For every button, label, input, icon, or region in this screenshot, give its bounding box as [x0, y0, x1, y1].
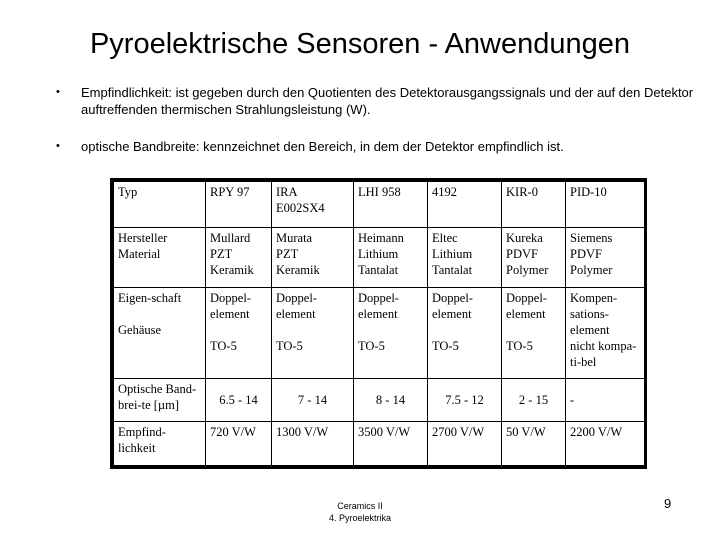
table-cell: Kureka PDVF Polymer [502, 227, 566, 287]
table-row-label: Optische Band- brei-te [µm] [114, 378, 206, 422]
table-header-cell: PID-10 [566, 182, 645, 228]
table-row-label: Hersteller Material [114, 227, 206, 287]
table-cell: 7.5 - 12 [428, 378, 502, 422]
bullet-symbol: • [56, 140, 60, 152]
table-row-sensitivity [114, 422, 645, 466]
table-cell: 2200 V/W [566, 422, 645, 466]
table-cell: Doppel- element TO-5 [272, 287, 354, 378]
table-cell: 7 - 14 [272, 378, 354, 422]
table-cell: 2700 V/W [428, 422, 502, 466]
table-row-label: Empfind- lichkeit [114, 422, 206, 466]
table-cell: Murata PZT Keramik [272, 227, 354, 287]
table-cell: - [566, 378, 645, 422]
footer-course: Ceramics II [337, 501, 383, 511]
table-cell: 3500 V/W [354, 422, 428, 466]
table-cell: 2 - 15 [502, 378, 566, 422]
table-cell: 720 V/W [206, 422, 272, 466]
bullet-text-sensitivity: Empfindlichkeit: ist gegeben durch den Quotienten des Detektorausgangssignals und der auf den Detektor auftreffenden thermischen Strahlungsleistung (W). [81, 85, 694, 117]
bullet-text-bandwidth: optische Bandbreite: kennzeichnet den Bereich, in dem der Detektor empfindlich ist. [81, 139, 564, 154]
table-header-cell: KIR-0 [502, 182, 566, 228]
table-cell: Eltec Lithium Tantalat [428, 227, 502, 287]
table-header-cell: LHI 958 [354, 182, 428, 228]
footer [300, 500, 420, 524]
table-header-cell: 4192 [428, 182, 502, 228]
table-row-property-housing [114, 287, 645, 378]
table-cell: 1300 V/W [272, 422, 354, 466]
table-row-type [114, 182, 645, 228]
table-cell: Doppel- element TO-5 [502, 287, 566, 378]
footer-chapter: 4. Pyroelektrika [328, 513, 392, 523]
sensor-comparison-table [113, 181, 645, 466]
table-cell: Kompen- sations- element nicht kompa- ti-bel [566, 287, 645, 378]
table-cell: Doppel- element TO-5 [354, 287, 428, 378]
bullet-symbol: • [56, 86, 60, 98]
table-header-cell: RPY 97 [206, 182, 272, 228]
bullet-list [56, 84, 696, 175]
bullet-item [56, 84, 696, 118]
table-row-label: Eigen-schaft Gehäuse [114, 287, 206, 378]
sensor-table-frame [110, 178, 647, 469]
table-cell: 6.5 - 14 [206, 378, 272, 422]
table-row-manufacturer-material [114, 227, 645, 287]
table-cell: Doppel- element TO-5 [206, 287, 272, 378]
page-number: 9 [664, 496, 672, 511]
bullet-item [56, 138, 696, 155]
table-cell: Doppel- element TO-5 [428, 287, 502, 378]
table-cell: 50 V/W [502, 422, 566, 466]
table-cell: Siemens PDVF Polymer [566, 227, 645, 287]
table-cell: Mullard PZT Keramik [206, 227, 272, 287]
table-header-cell: IRA E002SX4 [272, 182, 354, 228]
table-row-optical-bandwidth [114, 378, 645, 422]
table-cell: 8 - 14 [354, 378, 428, 422]
table-header-cell: Typ [114, 182, 206, 228]
table-cell: Heimann Lithium Tantalat [354, 227, 428, 287]
slide-title: Pyroelektrische Sensoren - Anwendungen [89, 28, 631, 60]
